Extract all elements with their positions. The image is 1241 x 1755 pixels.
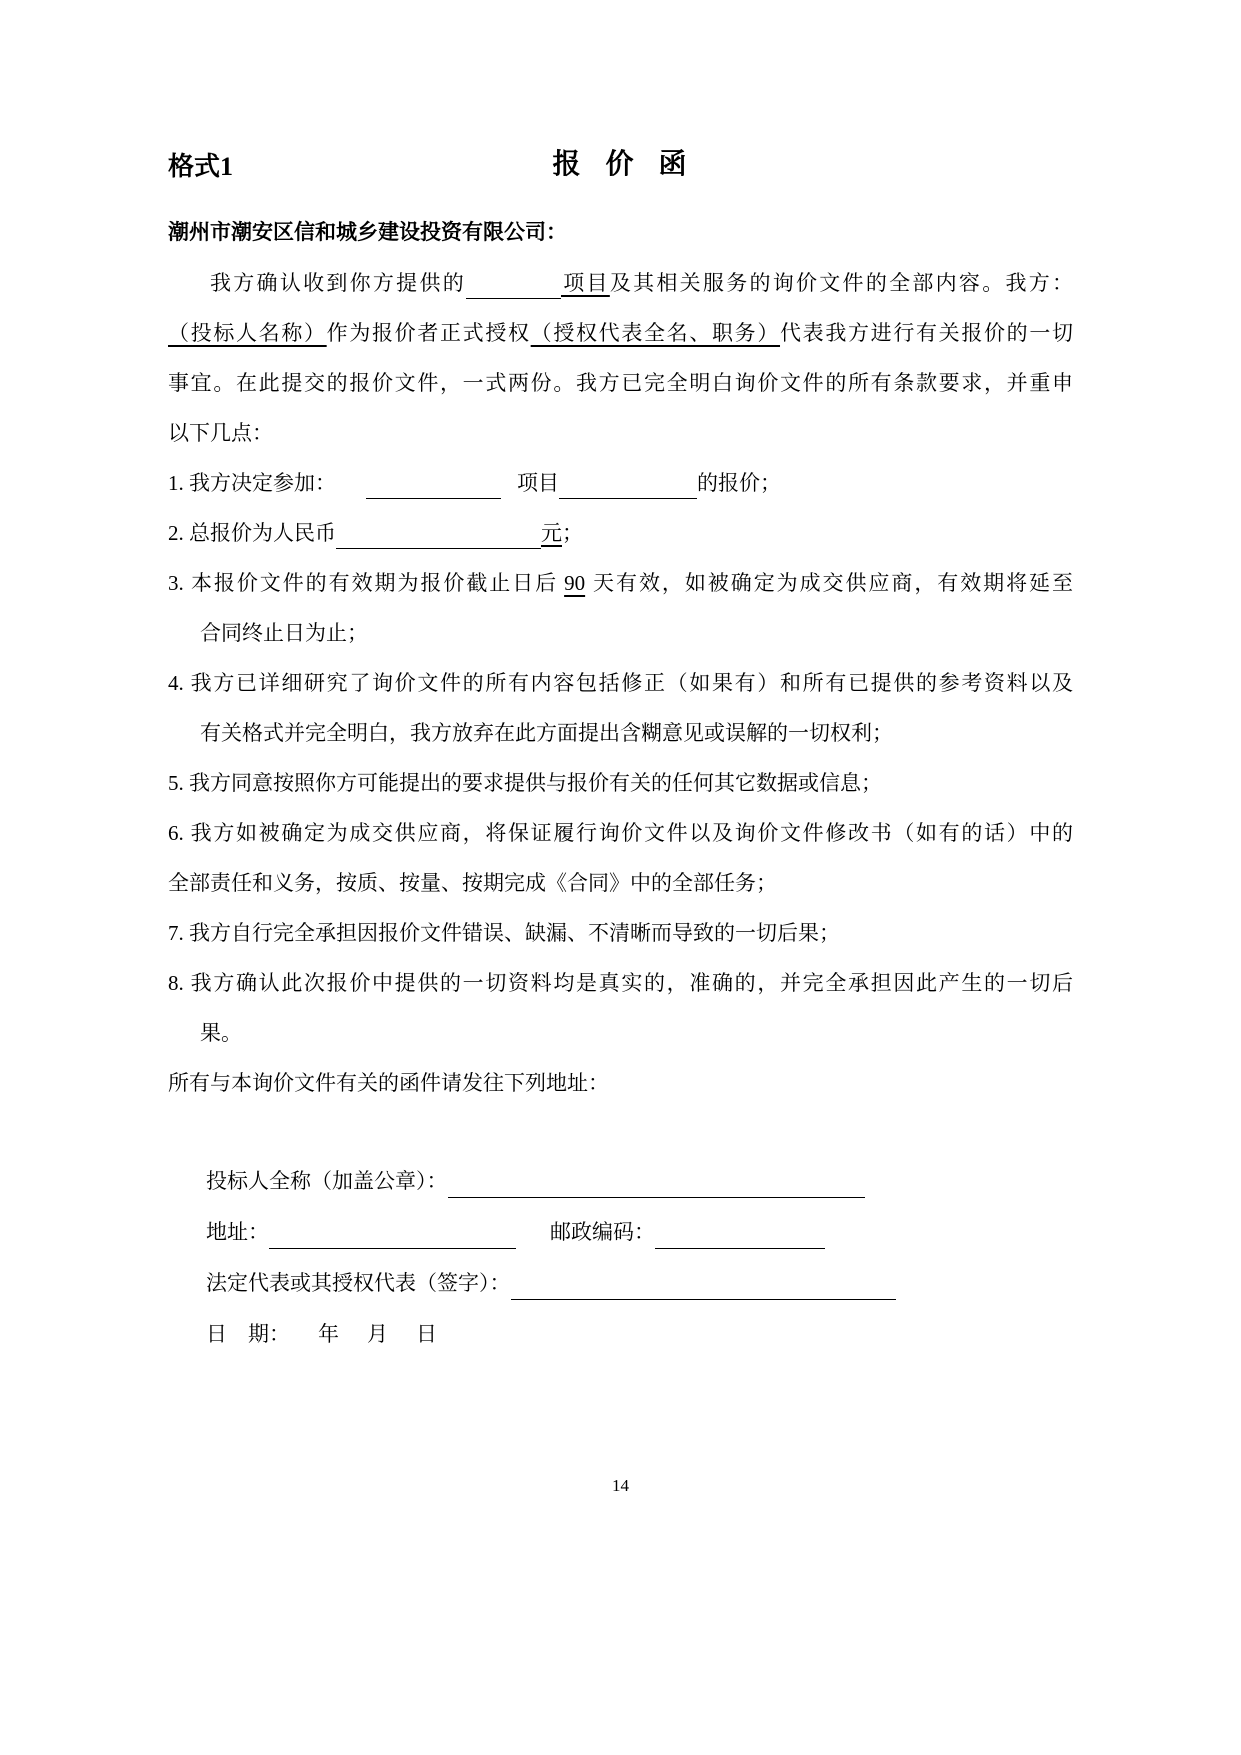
bidder-name-label: 投标人全称（加盖公章）：: [206, 1169, 448, 1193]
format-label: 格式1: [168, 152, 234, 181]
address-line: [206, 1207, 1073, 1258]
representative-label: 法定代表或其授权代表（签字）：: [206, 1271, 511, 1295]
list-item-4-line-2: 有关格式并完全明白，我方放弃在此方面提出含糊意见或误解的一切权利；: [200, 721, 893, 745]
address-blank: [269, 1226, 516, 1249]
intro-text: 及其相关服务的询价文件的全部内容。我方：: [609, 271, 1074, 295]
intro-text: 作为报价者正式授权: [326, 321, 531, 345]
item-text: ；: [562, 521, 583, 545]
postal-code-label: 邮政编码：: [550, 1220, 655, 1244]
page-number: 14: [612, 1476, 629, 1495]
intro-line-4: 以下几点：: [168, 421, 273, 445]
authorized-rep-placeholder: （授权代表全名、职务）: [530, 321, 781, 345]
list-item-7: 7. 我方自行完全承担因报价文件错误、缺漏、不清晰而导致的一切后果；: [168, 921, 840, 945]
representative-line: [206, 1258, 1073, 1309]
list-item-3-line-1: [168, 558, 1073, 608]
page-title: 报 价 函: [552, 149, 689, 180]
day-label: 日: [416, 1322, 437, 1346]
bidder-name-placeholder: （投标人名称）: [168, 321, 327, 345]
intro-line-3: 事宜。在此提交的报价文件，一式两份。我方已完全明白询价文件的所有条款要求，并重申: [168, 371, 1073, 395]
item-text: 3. 本报价文件的有效期为报价截止日后: [168, 571, 559, 595]
list-item-3-line-2: 合同终止日为止；: [200, 621, 368, 645]
list-item-1: [168, 458, 1073, 508]
item1-project-blank-2: [559, 476, 697, 499]
item1-project-blank-1: [366, 476, 501, 499]
intro-text: 我方确认收到你方提供的: [210, 271, 466, 295]
month-label: 月: [367, 1322, 388, 1346]
bid-amount-blank: [336, 526, 541, 549]
document-body: [168, 258, 1073, 1108]
representative-signature-blank: [511, 1277, 896, 1300]
list-item-2: [168, 508, 1073, 558]
recipient-line: 潮州市潮安区信和城乡建设投资有限公司：: [168, 220, 567, 244]
postal-code-blank: [655, 1226, 825, 1249]
list-item-8-line-2: 果。: [200, 1021, 242, 1045]
signature-block: [168, 1156, 1073, 1360]
validity-days-value: 90: [564, 571, 586, 595]
item-text: 项目: [517, 471, 559, 495]
bidder-name-blank: [448, 1175, 865, 1198]
list-item-6-line-2: 全部责任和义务，按质、按量、按期完成《合同》中的全部任务；: [168, 871, 777, 895]
item-text: 2. 总报价为人民币: [168, 521, 336, 545]
item-text: 1. 我方决定参加：: [168, 471, 336, 495]
project-name-blank: [466, 276, 561, 299]
list-item-4-line-1: 4. 我方已详细研究了询价文件的所有内容包括修正（如果有）和所有已提供的参考资料以及: [168, 671, 1073, 695]
intro-line-2: [168, 308, 1073, 358]
year-label: 年: [318, 1322, 339, 1346]
item-text: 天有效，如被确定为成交供应商，有效期将延至: [591, 571, 1074, 595]
list-item-8-line-1: 8. 我方确认此次报价中提供的一切资料均是真实的，准确的，并完全承担因此产生的一切后: [168, 971, 1073, 995]
intro-underlined-project: 项目: [561, 271, 610, 295]
intro-text: 代表我方进行有关报价的一切: [780, 321, 1074, 345]
bidder-name-line: [206, 1156, 1073, 1207]
list-item-6-line-1: 6. 我方如被确定为成交供应商，将保证履行询价文件以及询价文件修改书（如有的话）中的: [168, 821, 1073, 845]
list-item-5: 5. 我方同意按照你方可能提出的要求提供与报价有关的任何其它数据或信息；: [168, 771, 882, 795]
currency-unit: 元: [541, 521, 562, 545]
date-line: [206, 1309, 1073, 1360]
address-label: 地址：: [206, 1220, 269, 1244]
item-text: 的报价；: [697, 471, 781, 495]
date-label: 日 期：: [206, 1322, 290, 1346]
document-content: [168, 138, 1073, 1360]
document-header: [168, 138, 1073, 200]
closing-line: 所有与本询价文件有关的函件请发往下列地址：: [168, 1071, 609, 1095]
intro-line-1: [168, 258, 1073, 308]
